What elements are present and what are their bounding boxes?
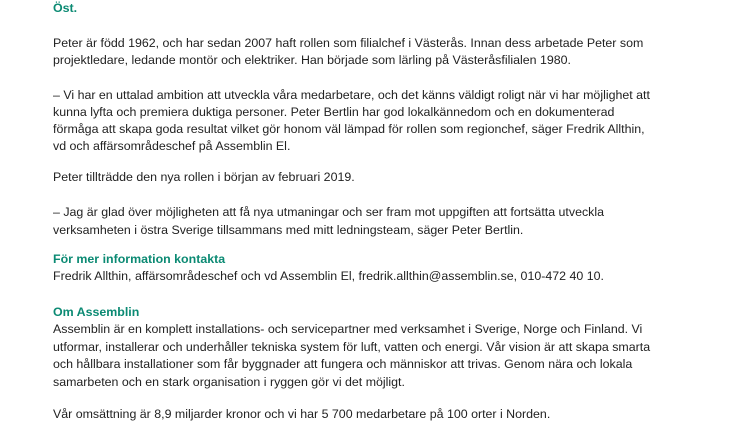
text-line: Peter är född 1962, och har sedan 2007 haft rollen som filialchef i Västerås. Innan dess arbetade Peter som xyxy=(53,36,644,50)
text-line: kunna lyfta och premiera duktiga personer. Peter Bertlin har god lokalkännedom och en dokumenterad xyxy=(53,105,615,119)
about-line: och hållbara installationer som får byggnader att fungera och människor att trivas. Genom nära och lokala xyxy=(53,357,633,371)
about-last-line: Vår omsättning är 8,9 miljarder kronor och vi har 5 700 medarbetare på 100 orter i Norden. xyxy=(53,407,551,421)
text-line: förmåga att skapa goda resultat vilket gör honom väl lämpad för rollen som regionchef, säger Fredrik Allthin, xyxy=(53,122,645,136)
text-line: – Jag är glad över möjligheten att få nya utmaningar och ser fram mot uppgiften att fortsätta utveckla xyxy=(53,205,604,219)
about-line: utformar, installerar och underhåller tekniska system för luft, vatten och energi. Vår vision är att skapa smarta xyxy=(53,340,651,354)
text-line: verksamheten i östra Sverige tillsammans med mitt ledningsteam, säger Peter Bertlin. xyxy=(53,223,524,237)
contact-text: Fredrik Allthin, affärsområdeschef och vd Assemblin El, fredrik.allthin@assemblin.se, 010-472 40 10. xyxy=(53,269,604,283)
about-line: samarbeten och en stark organisation i ryggen gör vi det möjligt. xyxy=(53,375,405,389)
region-heading-tail: Öst. xyxy=(53,1,78,15)
about-heading: Om Assemblin xyxy=(53,305,140,319)
text-line: projektledare, ledande montör och elektriker. Han började som lärling på Västeråsfilialen 1980. xyxy=(53,53,571,67)
contact-heading: För mer information kontakta xyxy=(53,252,226,266)
text-line: – Vi har en uttalad ambition att utveckla våra medarbetare, och det känns väldigt roligt när vi har möjlighet att xyxy=(53,88,650,102)
about-line: Assemblin är en komplett installations- och servicepartner med verksamhet i Sverige, Norge och Finland. Vi xyxy=(53,322,643,336)
text-line: Peter tillträdde den nya rollen i början av februari 2019. xyxy=(53,170,355,184)
text-line: vd och affärsområdeschef på Assemblin El. xyxy=(53,139,291,153)
